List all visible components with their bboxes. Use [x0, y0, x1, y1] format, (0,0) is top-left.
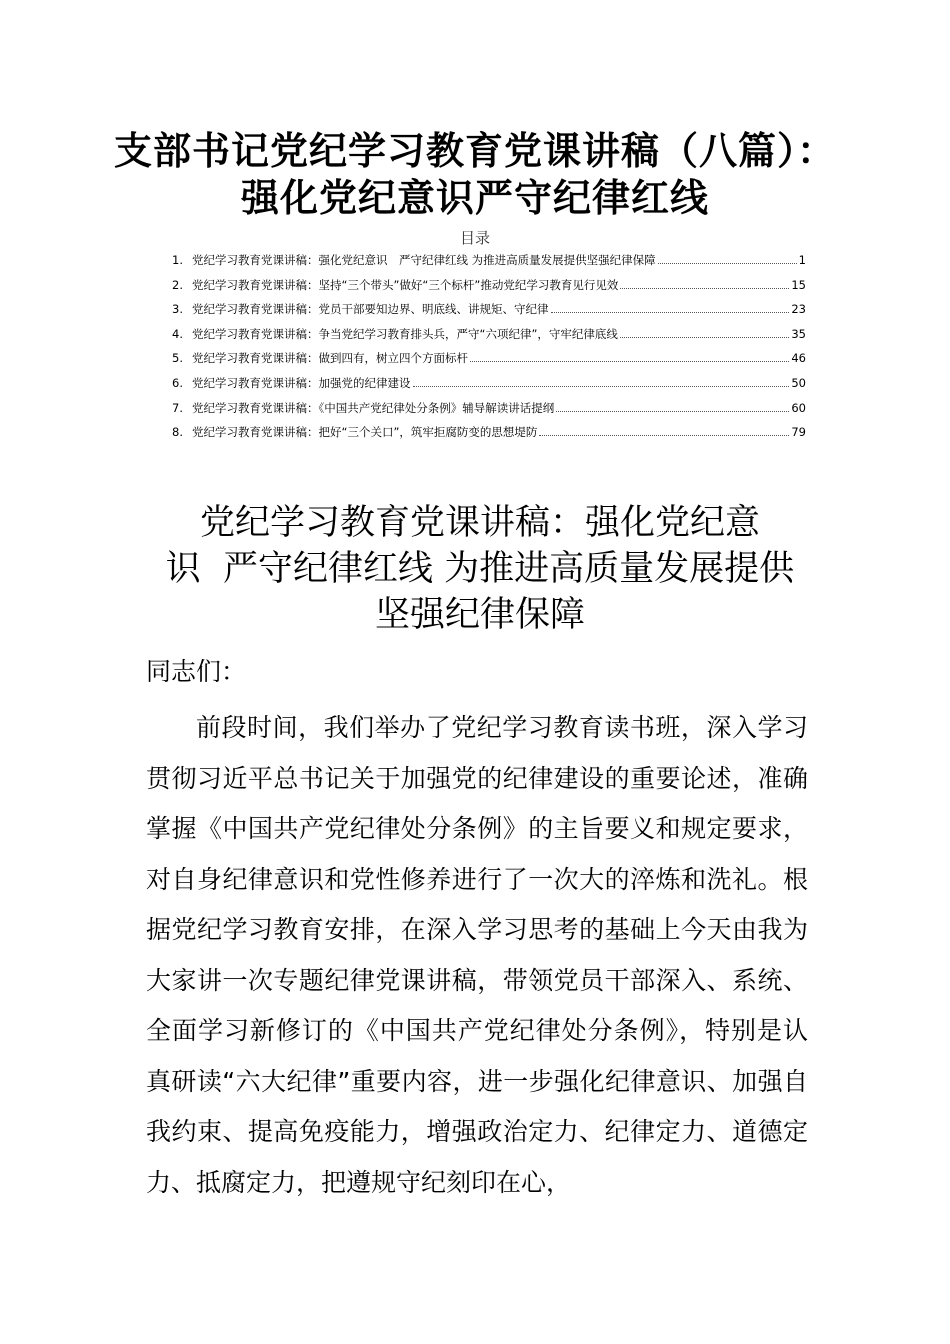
toc-entry-title: 党纪学习教育党课讲稿：《中国共产党纪律处分条例》辅导解读讲话提纲 [192, 400, 555, 415]
toc-entry-page: 35 [791, 326, 806, 341]
toc-leader-dots [413, 386, 790, 387]
toc-leader-dots [556, 411, 789, 412]
toc-leader-dots [658, 263, 797, 264]
document-title-line-2: 强化党纪意识严守纪律红线 [240, 176, 709, 220]
toc-entry-title: 党纪学习教育党课讲稿：加强党的纪律建设 [192, 375, 411, 390]
toc-entry-title: 党纪学习教育党课讲稿：做到四有，树立四个方面标杆 [192, 351, 468, 366]
toc-entry-number: 7. [172, 400, 183, 415]
salutation: 同志们： [146, 657, 247, 686]
toc-entry-4[interactable] [172, 326, 806, 351]
toc-entry-title: 党纪学习教育党课讲稿：争当党纪学习教育排头兵，严守“六项纪律”，守牢纪律底线 [192, 326, 618, 341]
toc-entry-1[interactable] [172, 252, 806, 277]
toc-entry-title: 党纪学习教育党课讲稿：坚持“三个带头”做好“三个标杆”推动党纪学习教育见行见效 [192, 277, 619, 292]
toc-leader-dots [620, 337, 789, 338]
toc-entry-6[interactable] [172, 375, 806, 400]
toc-leader-dots [620, 288, 789, 289]
toc-entry-number: 6. [172, 375, 183, 390]
toc-leader-dots [470, 361, 789, 362]
toc-entry-5[interactable] [172, 350, 806, 375]
toc-entry-number: 3. [172, 302, 183, 317]
toc-entry-title: 党纪学习教育党课讲稿：把好“三个关口”，筑牢拒腐防变的思想堤防 [192, 425, 538, 440]
article-title-line-1: 党纪学习教育党课讲稿：强化党纪意 [199, 503, 760, 543]
toc-entry-page: 50 [791, 375, 806, 390]
toc-entry-title: 党纪学习教育党课讲稿：党员干部要知边界、明底线、讲规矩、守纪律 [192, 302, 549, 317]
toc-entry-2[interactable] [172, 277, 806, 302]
article-title-line-3: 坚强纪律保障 [374, 595, 585, 635]
document-title [60, 128, 890, 222]
toc-entry-page: 60 [791, 400, 806, 415]
toc-leader-dots [551, 312, 790, 313]
body-paragraph: 前段时间，我们举办了党纪学习教育读书班，深入学习贯彻习近平总书记关于加强党的纪律建设的重要论述，准确掌握《中国共产党纪律处分条例》的主旨要义和规定要求，对自身纪律意识和党性修养进行了一次大的淬炼和洗礼。根据党纪学习教育安排，在深入学习思考的基础上今天由我为大家讲一次专题纪律党课讲稿，带领党员干部深入、系统、全面学习新修订的《中国共产党纪律处分条例》，特别是认真研读“六大纪律”重要内容，进一步强化纪律意识、加强自我约束、提高免疫能力，增强政治定力、纪律定力、道德定力、抵腐定力，把遵规守纪刻印在心， [146, 713, 808, 1197]
toc-entry-3[interactable] [172, 301, 806, 326]
toc-entry-page: 79 [791, 425, 806, 440]
document-title-line-1: 支部书记党纪学习教育党课讲稿（八篇）： [113, 129, 836, 173]
toc-entry-8[interactable] [172, 424, 806, 449]
toc-entry-number: 5. [172, 351, 183, 366]
article-title-line-2: 识 严守纪律红线 为推进高质量发展提供 [165, 549, 795, 589]
toc-entry-number: 8. [172, 425, 183, 440]
article-title [150, 500, 810, 638]
toc-entry-page: 46 [791, 351, 806, 366]
toc-heading: 目录 [459, 229, 490, 247]
toc-entry-number: 2. [172, 277, 183, 292]
toc-leader-dots [539, 435, 789, 436]
toc-entry-page: 1 [798, 253, 806, 267]
toc-entry-title: 党纪学习教育党课讲稿：强化党纪意识 严守纪律红线 为推进高质量发展提供坚强纪律保障 [192, 253, 656, 267]
toc-entry-page: 15 [791, 277, 806, 292]
toc-entry-7[interactable] [172, 400, 806, 425]
toc-entry-page: 23 [791, 302, 806, 317]
toc-entry-number: 4. [172, 326, 183, 341]
table-of-contents [172, 252, 806, 449]
toc-entry-number: 1. [172, 253, 183, 267]
